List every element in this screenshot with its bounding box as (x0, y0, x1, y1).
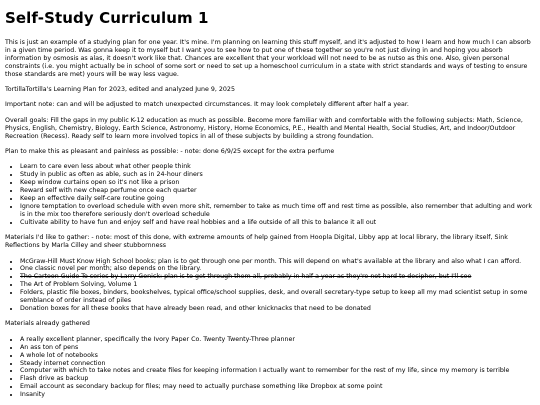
list-item: • Learn to care even less about what other people think (20, 163, 534, 171)
list-item: • Ignore temptation to overload schedule with even more shit, remember to take as much time off and rest time as possible, also remember that adulting and work is in the mix too therefore seriously don't overload schedule (20, 203, 534, 219)
materials-already-heading: Materials already gathered (5, 320, 90, 328)
plan-line: TortillaTortilla's Learning Plan for 2023, edited and analyzed June 9, 2025 (5, 86, 235, 94)
plan-list (5, 163, 534, 226)
list-item: • Keep window curtains open so it's not like a prison (20, 179, 534, 187)
overall-goals: Overall goals: Fill the gaps in my public K-12 education as much as possible. Become more familiar with and comfortable with the following subjects: Math, Science, Physics, English, Chemistry, Biology, Earth Science, Astronomy, History, Home Economics, P.E., Health and Mental Health, Social Studies, Art, and Indoor/Outdoor Recreation (Recess). Ready self to learn more involved topics in all of these subjects by building a strong foundation. (5, 116, 523, 140)
list-item: • One classic novel per month; also depends on the library. (20, 265, 534, 273)
list-item: • A really excellent planner, specifically the Ivory Paper Co. Twenty Twenty-Three planner (20, 336, 534, 344)
list-item: • Reward self with new cheap perfume once each quarter (20, 187, 534, 195)
plan-heading: Plan to make this as pleasant and painless as possible: - note: done 6/9/25 except for the extra perfume (5, 148, 335, 156)
list-item: • Folders, plastic file boxes, binders, bookshelves, typical office/school supplies, desk, and overall secretary-type setup to keep all my mad scientist setup in some semblance of order instead of piles (20, 289, 534, 305)
list-item: • Keep an effective daily self-care routine going (20, 195, 534, 203)
list-item: • Email account as secondary backup for files; may need to actually purchase something like Dropbox at some point (20, 383, 534, 391)
list-item: • The Art of Problem Solving, Volume 1 (20, 281, 534, 289)
list-item: • Cultivate ability to have fun and enjoy self and have real hobbies and a life outside of all this to balance it all out (20, 219, 534, 227)
materials-gather-heading: Materials I'd like to gather: - note: most of this done, with extreme amounts of help gained from Hoopla Digital, Libby app at local library, the library itself, Sink Reflections by Marla Cilley and sheer stubbornness (5, 234, 508, 250)
page-title: Self-Study Curriculum 1 (5, 9, 209, 27)
list-item: • Computer with which to take notes and create files for keeping information I actually want to remember for the rest of my life, since my memory is terrible (20, 367, 534, 375)
list-item: • Insanity (20, 391, 534, 399)
list-item: • Flash drive as backup (20, 375, 534, 383)
list-item: • Steady internet connection (20, 360, 534, 368)
list-item: • An ass ton of pens (20, 344, 534, 352)
already-list (5, 336, 534, 399)
list-item: • Study in public as often as able, such as in 24-hour diners (20, 171, 534, 179)
list-item: • McGraw-Hill Must Know High School books; plan is to get through one per month. This will depend on what's available at the library and also what I can afford. (20, 258, 534, 266)
list-item-struck: • The Cartoon Guide To series by Larry Gonick: plan is to get through them all, probably in half a year as they're not hard to decipher, but I'll see (20, 273, 534, 281)
list-item: • A whole lot of notebooks (20, 352, 534, 360)
intro-paragraph: This is just an example of a studying plan for one year. It's mine. I'm planning on learning this stuff myself, and it's adjusted to how I learn and how much I can absorb in a given time period. Was gonna keep it to myself but I want you to see how to put one of these together so you're not just diving in and hoping you absorb information by osmosis as alas, it doesn't work like that. Chances are excellent that your workload will not need to be as nutso as this one. Also, given personal constraints (i.e. you might actually be in school of some sort or need to set up a homeschool curriculum in a state with strict standards and ways of testing to ensure those standards are met) yours will be way less vague. (5, 39, 531, 78)
list-item: • Donation boxes for all these books that have already been read, and other knicknacks that need to be donated (20, 305, 534, 313)
important-note: Important note: can and will be adjusted to match unexpected circumstances. It may look completely different after half a year. (5, 101, 409, 109)
gather-list (5, 258, 534, 313)
